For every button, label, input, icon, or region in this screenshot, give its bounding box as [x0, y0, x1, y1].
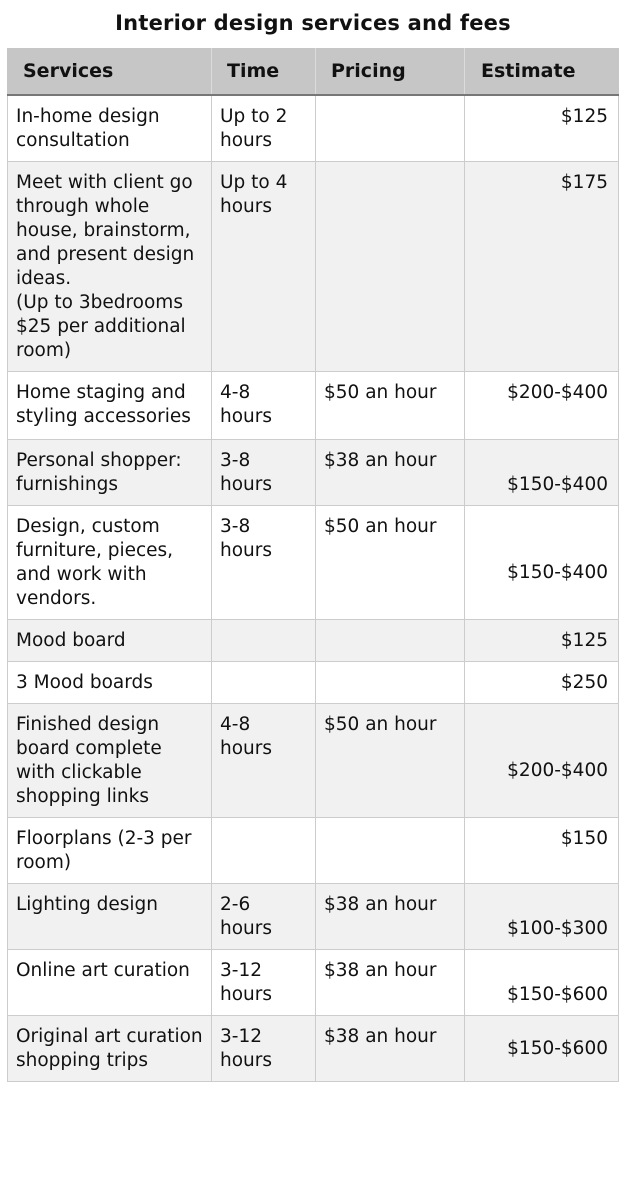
pricing-cell: $38 an hour: [316, 950, 465, 1016]
time-cell: 4-8 hours: [212, 704, 316, 818]
service-cell: 3 Mood boards: [8, 662, 212, 704]
estimate-cell: $200-$400: [465, 704, 619, 818]
pricing-cell: $50 an hour: [316, 704, 465, 818]
service-cell: Meet with client go through whole house, brainstorm, and present design ideas. (Up to 3bedrooms $25 per additional room): [8, 162, 212, 372]
time-cell: [212, 662, 316, 704]
pricing-cell: [316, 662, 465, 704]
time-cell: 2-6 hours: [212, 884, 316, 950]
time-cell: Up to 2 hours: [212, 95, 316, 162]
header-row: [8, 48, 619, 95]
table-body: [8, 95, 619, 1082]
service-cell: Home staging and styling accessories: [8, 372, 212, 440]
pricing-cell: $38 an hour: [316, 1016, 465, 1082]
table-row: [8, 506, 619, 620]
service-cell: Online art curation: [8, 950, 212, 1016]
estimate-cell: $150-$400: [465, 506, 619, 620]
time-cell: 4-8 hours: [212, 372, 316, 440]
pricing-cell: [316, 818, 465, 884]
header-services: Services: [8, 48, 212, 95]
time-cell: [212, 620, 316, 662]
table-row: [8, 704, 619, 818]
estimate-cell: $250: [465, 662, 619, 704]
pricing-cell: $38 an hour: [316, 884, 465, 950]
table-row: [8, 818, 619, 884]
service-cell: In-home design consultation: [8, 95, 212, 162]
table-row: [8, 440, 619, 506]
pricing-cell: [316, 620, 465, 662]
service-cell: Design, custom furniture, pieces, and work with vendors.: [8, 506, 212, 620]
table-row: [8, 162, 619, 372]
table-row: [8, 1016, 619, 1082]
estimate-cell: $150: [465, 818, 619, 884]
services-fees-table: [7, 48, 619, 1082]
pricing-cell: $50 an hour: [316, 506, 465, 620]
estimate-cell: $200-$400: [465, 372, 619, 440]
table-row: [8, 372, 619, 440]
time-cell: 3-8 hours: [212, 506, 316, 620]
pricing-cell: [316, 95, 465, 162]
service-cell: Finished design board complete with clickable shopping links: [8, 704, 212, 818]
service-cell: Original art curation shopping trips: [8, 1016, 212, 1082]
pricing-cell: [316, 162, 465, 372]
time-cell: 3-8 hours: [212, 440, 316, 506]
time-cell: 3-12 hours: [212, 950, 316, 1016]
pricing-cell: $38 an hour: [316, 440, 465, 506]
estimate-cell: $125: [465, 95, 619, 162]
time-cell: 3-12 hours: [212, 1016, 316, 1082]
table-row: [8, 950, 619, 1016]
table-row: [8, 884, 619, 950]
estimate-cell: $100-$300: [465, 884, 619, 950]
time-cell: Up to 4 hours: [212, 162, 316, 372]
table-row: [8, 95, 619, 162]
table-row: [8, 620, 619, 662]
service-cell: Mood board: [8, 620, 212, 662]
page-title: Interior design services and fees: [115, 11, 511, 35]
header-estimate: Estimate: [465, 48, 619, 95]
estimate-cell: $175: [465, 162, 619, 372]
service-cell: Floorplans (2-3 per room): [8, 818, 212, 884]
estimate-cell: $150-$400: [465, 440, 619, 506]
estimate-cell: $150-$600: [465, 950, 619, 1016]
header-pricing: Pricing: [316, 48, 465, 95]
header-time: Time: [212, 48, 316, 95]
pricing-cell: $50 an hour: [316, 372, 465, 440]
table-header: [8, 48, 619, 95]
estimate-cell: $150-$600: [465, 1016, 619, 1082]
table-row: [8, 662, 619, 704]
service-cell: Personal shopper: furnishings: [8, 440, 212, 506]
service-cell: Lighting design: [8, 884, 212, 950]
time-cell: [212, 818, 316, 884]
estimate-cell: $125: [465, 620, 619, 662]
